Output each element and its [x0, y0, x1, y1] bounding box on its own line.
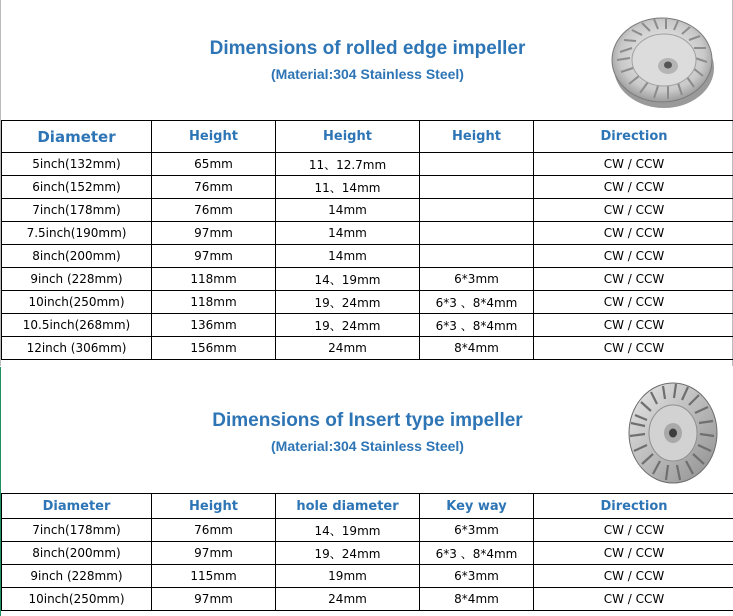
cell-height-3	[420, 176, 534, 199]
cell-diameter: 8inch(200mm)	[2, 245, 152, 268]
table-row	[2, 519, 733, 542]
table-row	[2, 153, 733, 176]
rolled-edge-impeller-image	[608, 8, 716, 113]
cell-diameter: 10inch(250mm)	[2, 291, 152, 314]
cell-diameter: 9inch (228mm)	[2, 565, 152, 588]
table-row	[2, 314, 733, 337]
cell-height: 76mm	[152, 519, 276, 542]
table-row	[2, 291, 733, 314]
insert-type-subtitle: (Material:304 Stainless Steel)	[271, 438, 464, 454]
cell-hole-diameter: 19、24mm	[276, 542, 420, 565]
cell-direction: CW / CCW	[534, 565, 733, 588]
table-row	[2, 222, 733, 245]
table-row	[2, 565, 733, 588]
cell-hole-diameter: 14、19mm	[276, 519, 420, 542]
cell-diameter: 7.5inch(190mm)	[2, 222, 152, 245]
cell-direction: CW / CCW	[534, 588, 733, 611]
column-header-hole-diameter: hole diameter	[276, 494, 420, 519]
column-header-height-3: Height	[420, 121, 534, 153]
table-row	[2, 245, 733, 268]
cell-key-way: 6*3mm	[420, 565, 534, 588]
insert-type-title: Dimensions of Insert type impeller	[212, 410, 523, 431]
column-header-height: Height	[152, 121, 276, 153]
cell-height: 65mm	[152, 153, 276, 176]
cell-diameter: 12inch (306mm)	[2, 337, 152, 360]
rolled-edge-title: Dimensions of rolled edge impeller	[209, 38, 526, 59]
cell-height: 115mm	[152, 565, 276, 588]
cell-direction: CW / CCW	[534, 519, 733, 542]
cell-key-way: 6*3 、8*4mm	[420, 542, 534, 565]
column-header-direction: Direction	[534, 121, 733, 153]
cell-height-2: 24mm	[276, 337, 420, 360]
cell-diameter: 10inch(250mm)	[2, 588, 152, 611]
cell-height: 76mm	[152, 199, 276, 222]
cell-diameter: 7inch(178mm)	[2, 519, 152, 542]
column-header-direction: Direction	[534, 494, 733, 519]
cell-diameter: 9inch (228mm)	[2, 268, 152, 291]
column-header-height: Height	[152, 494, 276, 519]
cell-height-3	[420, 153, 534, 176]
cell-height: 136mm	[152, 314, 276, 337]
cell-diameter: 7inch(178mm)	[2, 199, 152, 222]
cell-diameter: 5inch(132mm)	[2, 153, 152, 176]
table-header-row	[2, 121, 733, 153]
cell-height-2: 14mm	[276, 199, 420, 222]
cell-direction: CW / CCW	[534, 222, 733, 245]
cell-direction: CW / CCW	[534, 291, 733, 314]
table-row	[2, 268, 733, 291]
column-header-diameter: Diameter	[2, 121, 152, 153]
cell-key-way: 8*4mm	[420, 588, 534, 611]
column-header-diameter: Diameter	[2, 494, 152, 519]
cell-hole-diameter: 19mm	[276, 565, 420, 588]
insert-type-impeller-image	[621, 375, 729, 487]
cell-height-3: 6*3 、8*4mm	[420, 291, 534, 314]
cell-direction: CW / CCW	[534, 199, 733, 222]
cell-height-2: 14、19mm	[276, 268, 420, 291]
insert-type-section	[0, 367, 733, 616]
cell-height: 118mm	[152, 291, 276, 314]
cell-height-2: 11、14mm	[276, 176, 420, 199]
cell-height: 118mm	[152, 268, 276, 291]
cell-diameter: 6inch(152mm)	[2, 176, 152, 199]
rolled-edge-table	[1, 120, 733, 360]
cell-height-3	[420, 222, 534, 245]
column-header-key-way: Key way	[420, 494, 534, 519]
cell-height-2: 14mm	[276, 245, 420, 268]
table-row	[2, 542, 733, 565]
cell-height: 97mm	[152, 542, 276, 565]
table-row	[2, 337, 733, 360]
cell-direction: CW / CCW	[534, 245, 733, 268]
cell-height-2: 19、24mm	[276, 314, 420, 337]
cell-height: 97mm	[152, 245, 276, 268]
cell-direction: CW / CCW	[534, 153, 733, 176]
cell-height: 156mm	[152, 337, 276, 360]
cell-height: 76mm	[152, 176, 276, 199]
cell-height-2: 19、24mm	[276, 291, 420, 314]
cell-height-2: 14mm	[276, 222, 420, 245]
cell-height-3: 8*4mm	[420, 337, 534, 360]
rolled-edge-subtitle: (Material:304 Stainless Steel)	[271, 66, 464, 82]
cell-height-2: 11、12.7mm	[276, 153, 420, 176]
cell-height-3	[420, 245, 534, 268]
cell-direction: CW / CCW	[534, 176, 733, 199]
cell-height-3	[420, 199, 534, 222]
table-row	[2, 176, 733, 199]
column-header-height-2: Height	[276, 121, 420, 153]
cell-height: 97mm	[152, 222, 276, 245]
cell-diameter: 8inch(200mm)	[2, 542, 152, 565]
cell-height: 97mm	[152, 588, 276, 611]
cell-diameter: 10.5inch(268mm)	[2, 314, 152, 337]
cell-direction: CW / CCW	[534, 542, 733, 565]
cell-direction: CW / CCW	[534, 337, 733, 360]
cell-hole-diameter: 24mm	[276, 588, 420, 611]
cell-key-way: 6*3mm	[420, 519, 534, 542]
cell-height-3: 6*3mm	[420, 268, 534, 291]
cell-height-3: 6*3 、8*4mm	[420, 314, 534, 337]
insert-type-table	[1, 493, 733, 611]
table-row	[2, 199, 733, 222]
table-header-row	[2, 494, 733, 519]
table-row	[2, 588, 733, 611]
cell-direction: CW / CCW	[534, 268, 733, 291]
cell-direction: CW / CCW	[534, 314, 733, 337]
